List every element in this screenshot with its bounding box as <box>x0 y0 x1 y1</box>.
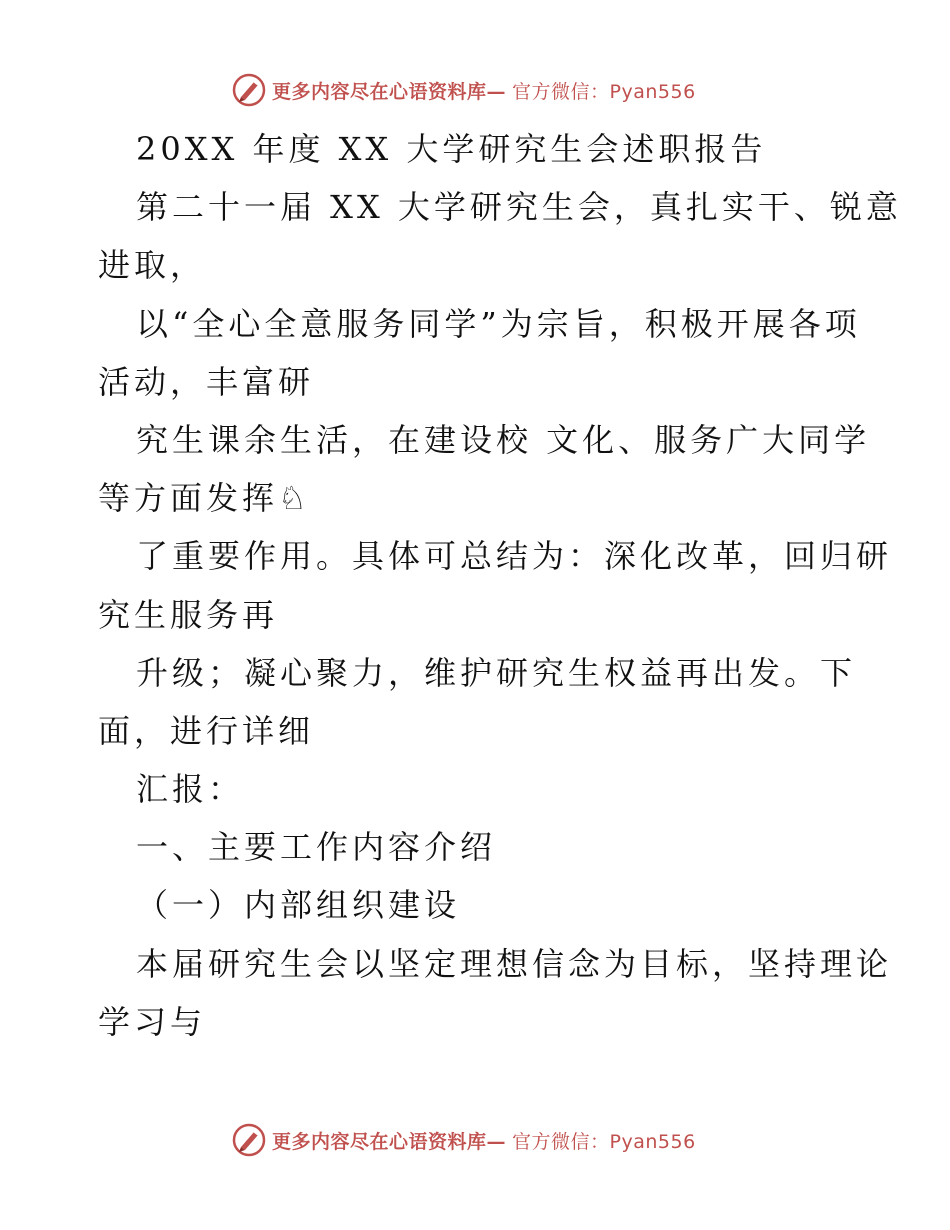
section-heading: 一、主要工作内容介绍 <box>136 828 497 867</box>
watermark-wechat: 官方微信：Pyan556 <box>512 1130 696 1153</box>
doc-title: 20XX 年度 XX 大学研究生会述职报告 <box>136 130 767 168</box>
paragraph-line: 等方面发挥♘ <box>98 479 311 518</box>
header-watermark <box>232 72 696 108</box>
paragraph-line: 第二十一届 XX 大学研究生会，真扎实干、锐意 <box>136 188 902 227</box>
document-body <box>98 120 902 1051</box>
watermark-text: 更多内容尽在心语资料库— <box>272 1130 507 1153</box>
paragraph-line: 究生课余生活，在建设校 文化、服务广大同学 <box>136 420 871 459</box>
pen-logo-icon <box>232 73 266 107</box>
subsection-heading: （一）内部组织建设 <box>136 886 461 925</box>
paragraph-line: 究生服务再 <box>98 595 279 634</box>
paragraph-line: 进取， <box>98 246 207 285</box>
paragraph-line: 了重要作用。具体可总结为：深化改革，回归研 <box>136 537 893 576</box>
paragraph-line: 汇报： <box>136 770 245 809</box>
paragraph-line: 面，进行详细 <box>98 711 315 750</box>
watermark-wechat: 官方微信：Pyan556 <box>512 80 696 103</box>
watermark-text: 更多内容尽在心语资料库— <box>272 80 507 103</box>
paragraph-line: 活动，丰富研 <box>98 362 315 401</box>
paragraph-line: 以“全心全意服务同学”为宗旨，积极开展各项 <box>136 304 861 343</box>
footer-watermark <box>232 1122 696 1158</box>
pen-logo-icon <box>232 1123 266 1157</box>
paragraph-line: 本届研究生会以坚定理想信念为目标，坚持理论 <box>136 944 893 983</box>
paragraph-line: 学习与 <box>98 1002 207 1041</box>
paragraph-line: 升级；凝心聚力，维护研究生权益再出发。下 <box>136 653 857 692</box>
